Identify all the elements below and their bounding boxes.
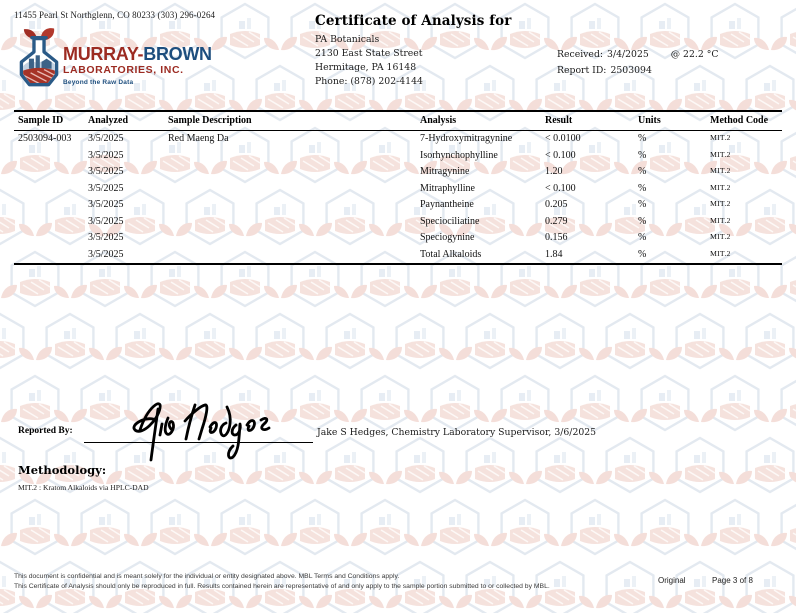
cell-units: % <box>638 182 647 194</box>
results-table-header <box>14 112 782 131</box>
cell-analysis: Mitragynine <box>420 166 470 177</box>
cell-method-code: MIT.2 <box>710 215 731 225</box>
document-title: Certificate of Analysis for <box>315 13 512 29</box>
footer-disclaimer <box>14 572 550 591</box>
cell-result: < 0.100 <box>545 182 576 194</box>
cell-result: 0.156 <box>545 232 568 243</box>
cell-analyzed-date: 3/5/2025 <box>88 232 124 243</box>
cell-method-code: MIT.2 <box>710 133 731 142</box>
col-header-description: Sample Description <box>168 115 252 126</box>
report-id-value: 2503094 <box>610 64 652 76</box>
cell-method-code: MIT.2 <box>710 199 731 208</box>
cell-units: % <box>638 133 647 144</box>
logo-subtitle: LABORATORIES, INC. <box>63 64 184 76</box>
client-address-block <box>315 33 511 89</box>
cell-method-code: MIT.2 <box>710 248 731 258</box>
logo-company-name: MURRAY-BROWN <box>63 44 212 64</box>
murray-brown-logo-icon <box>13 26 65 98</box>
handwritten-signature <box>122 394 274 464</box>
lab-address: 11455 Pearl St Northglenn, CO 80233 (303) 296-0264 <box>14 10 216 20</box>
table-row <box>14 131 782 148</box>
report-id-line: Report ID: 2503094 <box>557 64 652 76</box>
client-name: PA Botanicals <box>315 34 380 45</box>
received-temperature: @ 22.2 °C <box>670 49 719 60</box>
cell-analysis: Isorhynchophylline <box>420 149 498 161</box>
cell-result: 0.205 <box>545 199 568 210</box>
reported-by-label: Reported By: <box>18 426 73 436</box>
cell-units: % <box>638 232 647 243</box>
cell-analysis: Mitraphylline <box>420 182 475 194</box>
cell-units: % <box>638 215 647 227</box>
cell-analysis: 7-Hydroxymitragynine <box>420 133 513 144</box>
cell-method-code: MIT.2 <box>710 166 731 175</box>
copy-type-label: Original <box>658 576 686 585</box>
cell-analyzed-date: 3/5/2025 <box>88 248 124 260</box>
table-row <box>14 164 782 181</box>
received-date: 3/4/2025 <box>607 49 649 60</box>
cell-units: % <box>638 199 647 210</box>
results-table-body <box>14 131 782 265</box>
table-row <box>14 247 782 264</box>
results-table <box>14 110 782 265</box>
col-header-units: Units <box>638 115 661 126</box>
col-header-analyzed: Analyzed <box>88 115 128 126</box>
cell-sample-id: 2503094-003 <box>18 133 72 144</box>
cell-units: % <box>638 166 647 177</box>
signer-attribution: Jake S Hedges, Chemistry Laboratory Supervisor, 3/6/2025 <box>317 427 597 438</box>
cell-analysis: Total Alkaloids <box>420 248 482 260</box>
cell-result: 1.20 <box>545 166 563 177</box>
cell-analysis: Speciogynine <box>420 232 475 243</box>
col-header-sample-id: Sample ID <box>18 115 64 126</box>
table-row <box>14 214 782 231</box>
cell-result: 0.279 <box>545 215 568 227</box>
cell-units: % <box>638 149 647 161</box>
cell-analyzed-date: 3/5/2025 <box>88 215 124 227</box>
cell-result: < 0.0100 <box>545 133 581 144</box>
cell-analyzed-date: 3/5/2025 <box>88 199 124 210</box>
client-street: 2130 East State Street <box>315 48 423 59</box>
cell-result: < 0.100 <box>545 149 576 161</box>
footer-disclaimer-line1: This document is confidential and is meant solely for the individual or entity designated above. MBL Terms and Conditions apply. <box>14 573 400 580</box>
cell-analyzed-date: 3/5/2025 <box>88 166 124 177</box>
col-header-method-code: Method Code <box>710 115 769 126</box>
cell-method-code: MIT.2 <box>710 149 731 159</box>
table-row <box>14 230 782 247</box>
client-city: Hermitage, PA 16148 <box>315 62 417 73</box>
col-header-analysis: Analysis <box>420 115 457 126</box>
report-meta <box>557 47 718 78</box>
cell-analyzed-date: 3/5/2025 <box>88 149 124 161</box>
cell-analysis: Paynantheine <box>420 199 474 210</box>
cell-units: % <box>638 248 647 260</box>
table-row <box>14 197 782 214</box>
table-row <box>14 181 782 198</box>
footer-disclaimer-line2: This Certificate of Analysis should only be reproduced in full. Results contained herein are representative of and only apply to the sample portion submitted to or collected by MBL. <box>14 582 550 590</box>
murray-brown-wordmark <box>63 45 212 86</box>
received-line: Received: 3/4/2025 @ 22.2 °C <box>557 47 718 63</box>
col-header-result: Result <box>545 115 573 126</box>
client-phone: Phone: (878) 202-4144 <box>315 76 423 87</box>
cell-result: 1.84 <box>545 248 563 260</box>
cell-analysis: Speciociliatine <box>420 215 480 227</box>
cell-method-code: MIT.2 <box>710 232 731 241</box>
cell-sample-description: Red Maeng Da <box>168 133 229 144</box>
table-row <box>14 148 782 165</box>
cell-analyzed-date: 3/5/2025 <box>88 182 124 194</box>
cell-method-code: MIT.2 <box>710 182 731 192</box>
methodology-heading: Methodology: <box>18 463 107 477</box>
methodology-item: MIT.2 : Kratom Alkaloids via HPLC-DAD <box>18 483 149 492</box>
logo-tagline: Beyond the Raw Data <box>63 79 134 86</box>
page-number-label: Page 3 of 8 <box>712 576 753 585</box>
cell-analyzed-date: 3/5/2025 <box>88 133 124 144</box>
